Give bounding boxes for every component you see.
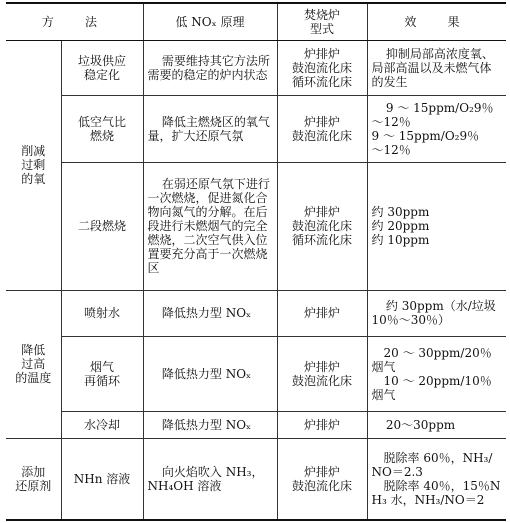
method-cell: 垃圾供应 稳定化 bbox=[61, 40, 143, 95]
effect-cell: 约 30ppm 约 20ppm 约 10ppm bbox=[367, 162, 506, 290]
table-row bbox=[6, 96, 506, 163]
group-lower-excess-temperature: 降低 过高 的温度 bbox=[6, 290, 61, 439]
method-cell: 烟气 再循环 bbox=[61, 337, 143, 412]
table-row bbox=[6, 40, 506, 95]
principle-cell: 向火焰吹入 NH₃，NH₄OH 溶液 bbox=[143, 439, 277, 520]
table-row bbox=[6, 412, 506, 439]
table-row bbox=[6, 162, 506, 290]
header-method: 方 法 bbox=[6, 3, 143, 40]
method-cell: 水冷却 bbox=[61, 412, 143, 439]
group-add-reducing-agent: 添加 还原剂 bbox=[6, 439, 61, 520]
effect-cell: 20～30ppm bbox=[367, 412, 506, 439]
header-effect: 效 果 bbox=[367, 3, 506, 40]
method-cell: 喷射水 bbox=[61, 290, 143, 337]
principle-cell: 在弱还原气氛下进行一次燃烧，促进氮化合物向氮气的分解。在后段进行未燃烟气的完全燃烧，二次空气供入位置要充分高于一次燃烧区 bbox=[143, 162, 277, 290]
effect-cell: 9 ～ 15ppm/O₂9％ ～12％ 9 ～ 15ppm/O₂9％ ～12％ bbox=[367, 96, 506, 163]
effect-cell: 脱除率 60％，NH₃/NO＝2.3 脱除率 40％，15％NH₃ 水，NH₃/NO＝2 bbox=[367, 439, 506, 520]
effect-cell: 抑制局部高浓度氧、局部高温以及未燃气体的发生 bbox=[367, 40, 506, 95]
principle-cell: 降低热力型 NOₓ bbox=[143, 412, 277, 439]
nox-reduction-table bbox=[6, 2, 506, 521]
table-row bbox=[6, 439, 506, 520]
principle-cell: 降低主燃烧区的氧气量，扩大还原气氛 bbox=[143, 96, 277, 163]
principle-cell: 降低热力型 NOₓ bbox=[143, 290, 277, 337]
table-header-row bbox=[6, 3, 506, 40]
furnace-cell: 炉排炉 鼓泡流化床 bbox=[277, 439, 367, 520]
principle-cell: 需要维持其它方法所需要的稳定的炉内状态 bbox=[143, 40, 277, 95]
furnace-cell: 炉排炉 bbox=[277, 412, 367, 439]
furnace-cell: 炉排炉 鼓泡流化床 bbox=[277, 337, 367, 412]
furnace-cell: 炉排炉 bbox=[277, 290, 367, 337]
group-reduce-excess-oxygen: 削减 过剩 的氧 bbox=[6, 40, 61, 290]
method-cell: NHn 溶液 bbox=[61, 439, 143, 520]
furnace-cell: 炉排炉 鼓泡流化床 循环流化床 bbox=[277, 40, 367, 95]
header-furnace-type: 焚烧炉 型式 bbox=[277, 3, 367, 40]
principle-cell: 降低热力型 NOₓ bbox=[143, 337, 277, 412]
effect-cell: 约 30ppm（水/垃圾10％～30％） bbox=[367, 290, 506, 337]
furnace-cell: 炉排炉 鼓泡流化床 bbox=[277, 96, 367, 163]
table-row bbox=[6, 290, 506, 337]
header-principle: 低 NOₓ 原理 bbox=[143, 3, 277, 40]
table-row bbox=[6, 337, 506, 412]
method-cell: 低空气比 燃烧 bbox=[61, 96, 143, 163]
method-cell: 二段燃烧 bbox=[61, 162, 143, 290]
effect-cell: 20 ～ 30ppm/20％ 烟气 10 ～ 20ppm/10％ 烟气 bbox=[367, 337, 506, 412]
furnace-cell: 炉排炉 鼓泡流化床 循环流化床 bbox=[277, 162, 367, 290]
